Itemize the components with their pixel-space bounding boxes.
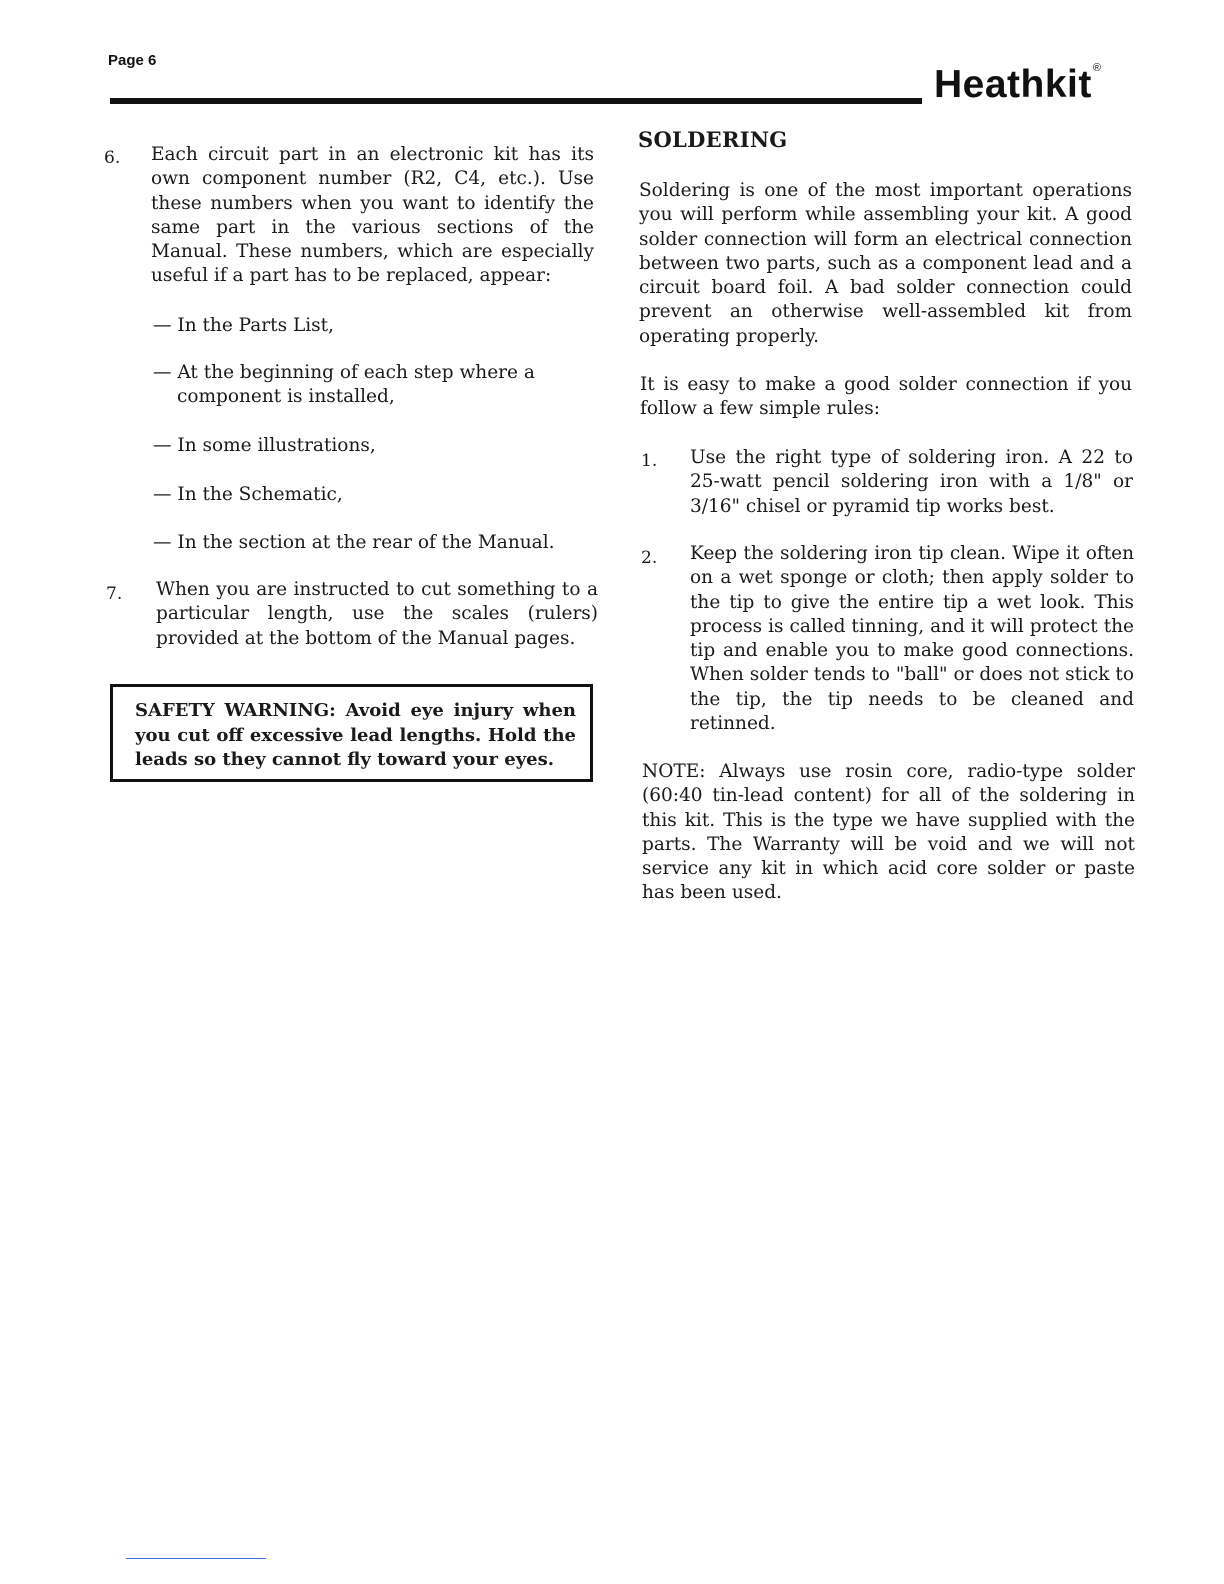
- brand-logo: [934, 62, 1101, 107]
- footer-line: [126, 1558, 266, 1559]
- appear-list-item: — In some illustrations,: [153, 435, 376, 456]
- appear-list-item: — In the section at the rear of the Manual.: [153, 532, 555, 553]
- header-rule: [110, 98, 922, 104]
- rule-2-number: 2.: [641, 548, 658, 568]
- rule-1-text: Use the right type of soldering iron. A 22 to 25-watt pencil soldering iron with a 1/8" or 3/16" chisel or pyramid tip works best.: [690, 447, 1133, 517]
- item-6-text: Each circuit part in an electronic kit has its own component number (R2, C4, etc.). Use these numbers when you want to identify the same part in the various sections of the Manual. These numbers, which are especially useful if a part has to be replaced, appear:: [151, 144, 594, 287]
- item-6-number: 6.: [104, 148, 121, 168]
- note-paragraph: NOTE: Always use rosin core, radio-type solder (60:40 tin-lead content) for all of the soldering in this kit. This is the type we have supplied with the parts. The Warranty will be void and we will not service any kit in which acid core solder or paste has been used.: [642, 761, 1135, 904]
- registered-mark: ®: [1092, 62, 1102, 74]
- appear-list-item: — In the Schematic,: [153, 484, 343, 505]
- rule-2-text: Keep the soldering iron tip clean. Wipe it often on a wet sponge or cloth; then apply solder to the tip to give the entire tip a wet look. This process is called tinning, and it will protect the tip and enable you to make good connections. When solder tends to "ball" or does not stick to the tip, the tip needs to be cleaned and retinned.: [690, 543, 1134, 735]
- item-7-number: 7.: [106, 584, 123, 604]
- rule-1-number: 1.: [641, 451, 658, 471]
- intro-paragraph: Soldering is one of the most important operations you will perform while assembling your kit. A good solder connection will form an electrical connection between two parts, such as a component lead and a circuit board foil. A bad solder connection could prevent an otherwise well-assembled kit from operating properly.: [639, 180, 1132, 347]
- safety-warning-box: SAFETY WARNING: Avoid eye injury when you cut off excessive lead lengths. Hold the leads so they cannot fly toward your eyes.: [110, 684, 593, 782]
- section-heading: SOLDERING: [638, 127, 788, 152]
- rules-intro: It is easy to make a good solder connection if you follow a few simple rules:: [640, 374, 1132, 420]
- brand-name: Heathkit: [934, 63, 1092, 106]
- appear-list-item: — At the beginning of each step where a component is installed,: [153, 362, 535, 408]
- item-7-text: When you are instructed to cut something to a particular length, use the scales (rulers) provided at the bottom of the Manual pages.: [156, 579, 598, 649]
- appear-list-item: — In the Parts List,: [153, 315, 334, 336]
- page-number: Page 6: [108, 52, 157, 69]
